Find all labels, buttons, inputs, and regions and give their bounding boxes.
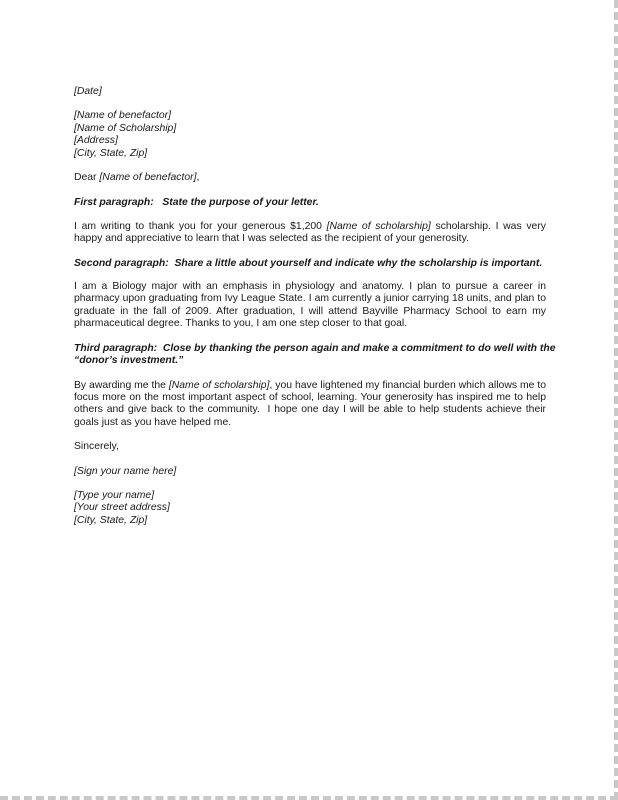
paragraph-3-text-b: , you have lightened my financial burden which allows me to focus more on the most important aspect of school, learning. Your generosity has inspired me to help others and give back to the community. I hope one day I will be able to help students achieve their goals just as you have helped me. (74, 379, 549, 428)
recipient-address: [Address] (74, 135, 118, 147)
signature-placeholder: [Sign your name here] (74, 465, 177, 477)
paragraph-1-text-b: scholarship. I was very happy and appreciative to learn that I was selected as the recipient of your generosity. (74, 220, 546, 245)
paragraph-3-heading-line-2: “donor’s investment.” (74, 355, 184, 367)
recipient-scholarship: [Name of Scholarship] (74, 122, 177, 134)
salutation-suffix: , (196, 172, 200, 184)
letter-body (74, 86, 556, 527)
paragraph-3-text-a: By awarding me the (74, 379, 169, 391)
paragraph-1-heading: First paragraph: State the purpose of your letter. (74, 197, 319, 209)
closing: Sincerely, (74, 441, 119, 453)
paragraph-3-body (74, 379, 549, 430)
recipient-benefactor: [Name of benefactor] (74, 110, 172, 122)
sender-name: [Type your name] (74, 489, 155, 501)
paragraph-3-heading-line-1: Third paragraph: Close by thanking the person again and make a commitment to do well with the (74, 342, 556, 354)
recipient-block (74, 110, 546, 160)
sender-block (74, 490, 546, 527)
recipient-city-state-zip: [City, State, Zip] (74, 147, 148, 159)
paragraph-2-body: I am a Biology major with an emphasis in physiology and anatomy. I plan to pursue a career in pharmacy upon graduating from Ivy League State. I am currently a junior carrying 18 units, and plan to graduate in the fall of 2009. After graduation, I will attend Bayville Pharmacy School to earn my pharmaceutical degree. Thanks to you, I am one step closer to that goal. (74, 281, 546, 330)
paragraph-1-scholarship-placeholder: [Name of scholarship] (326, 220, 431, 232)
date-placeholder: [Date] (74, 86, 102, 97)
paragraph-2-heading: Second paragraph: Share a little about yourself and indicate why the scholarship is important. (74, 257, 543, 269)
paragraph-3-heading (74, 342, 556, 368)
paragraph-1-text-a: I am writing to thank you for your generous $1,200 (74, 220, 327, 232)
sender-city-state-zip: [City, State, Zip] (74, 514, 148, 526)
salutation-name: [Name of benefactor] (99, 172, 197, 184)
salutation (74, 172, 546, 184)
salutation-prefix: Dear (74, 172, 100, 184)
sender-street: [Your street address] (74, 502, 170, 514)
paragraph-3-scholarship-placeholder: [Name of scholarship] (168, 379, 270, 391)
paragraph-1-body (74, 221, 546, 246)
